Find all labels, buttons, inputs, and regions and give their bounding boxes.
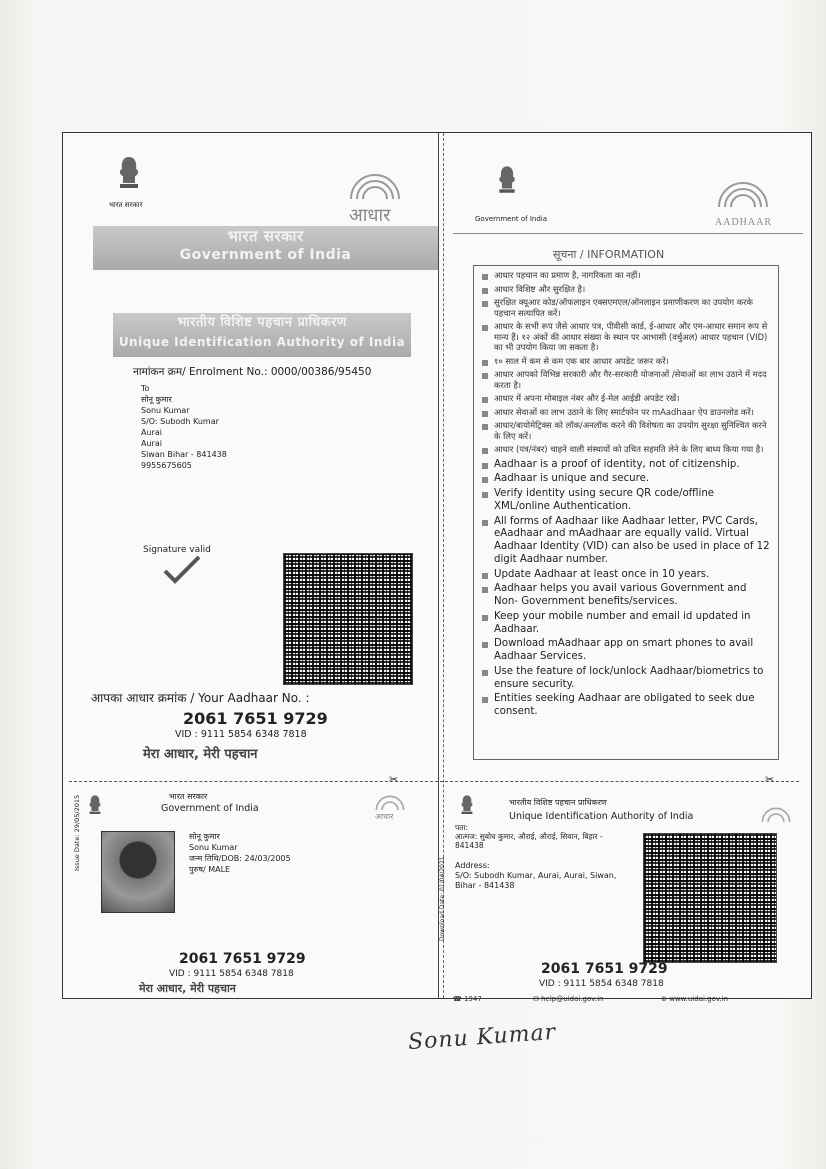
website-url: www.uidai.gov.in	[669, 995, 729, 1003]
aadhaar-number: 2061 7651 9729	[183, 709, 328, 728]
aadhaar-sun-logo-icon	[345, 169, 405, 203]
national-emblem-icon	[113, 153, 145, 193]
address-line: S/O: Subodh Kumar	[141, 417, 219, 426]
address-line: Aurai	[141, 439, 162, 448]
card-holder-details	[189, 831, 291, 875]
card-logo-text: आधार	[375, 812, 394, 821]
phone-icon: ☎	[453, 995, 462, 1003]
card-uidai-hindi: भारतीय विशिष्ट पहचान प्राधिकरण	[509, 798, 607, 807]
list-item: Aadhaar helps you avail various Government and Non- Government benefits/services.	[480, 583, 772, 609]
information-box	[473, 265, 779, 760]
list-item: Keep your mobile number and email id updated in Aadhaar.	[480, 611, 772, 637]
address-line: सोनू कुमार	[141, 395, 172, 404]
scissors-icon: ✂	[389, 773, 399, 786]
aadhaar-card-front	[73, 791, 425, 995]
uidai-banner	[113, 313, 411, 357]
hindi-points	[480, 270, 772, 455]
gender: पुरुष/ MALE	[189, 865, 231, 874]
signature-status: Signature valid	[143, 545, 211, 555]
mobile-number: 9955675605	[141, 461, 192, 470]
card-uidai-english: Unique Identification Authority of India	[509, 811, 694, 822]
govt-english: Government of India	[179, 247, 352, 263]
card-vid: VID : 9111 5854 6348 7818	[539, 979, 664, 989]
address-line: Aurai	[141, 428, 162, 437]
card-govt-hindi: भारत सरकार	[169, 792, 208, 801]
uidai-english: Unique Identification Authority of India	[118, 335, 406, 349]
list-item: आधार (पत्र/नंबर) चाहने वाली संस्थायों को उचित सहमति लेने के लिए बाध्य किया गया है।	[480, 444, 772, 455]
list-item: Use the feature of lock/unlock Aadhaar/biometrics to ensure security.	[480, 666, 772, 692]
list-item: Update Aadhaar at least once in 10 years.	[480, 569, 772, 582]
list-item: आधार के सभी रूप जैसे आधार पत्र, पीवीसी कार्ड, ई-आधार और एम-आधार समान रूप से मान्य हैं। १२ अंकों की आधार संख्या के स्थान पर आभासी (वर्चुअल) आधार पहचान (VID) का भी उपयोग किया जा सकता है।	[480, 321, 772, 353]
card-govt-english: Government of India	[161, 803, 259, 814]
list-item: आधार सेवाओं का लाभ उठाने के लिए स्मार्टफोन पर mAadhaar ऐप डाउनलोड करें।	[480, 407, 772, 418]
enrolment-number: नामांकन क्रम/ Enrolment No.: 0000/00386/95450	[133, 366, 372, 378]
address-hindi-label: पता:	[455, 823, 469, 832]
national-emblem-icon	[85, 793, 105, 817]
name-hindi: सोनू कुमार	[189, 832, 220, 841]
aadhaar-sun-logo-icon	[759, 805, 793, 823]
aadhaar-logo-text: आधार	[349, 205, 391, 225]
aadhaar-letter	[62, 132, 812, 1003]
card-slogan: मेरा आधार, मेरी पहचान	[139, 982, 236, 995]
list-item: Aadhaar is unique and secure.	[480, 473, 772, 486]
horizontal-cut-line	[69, 781, 799, 782]
government-banner	[93, 226, 438, 270]
helpline	[453, 995, 482, 1003]
mail-icon: ✉	[533, 995, 539, 1003]
address-line: Siwan Bihar - 841438	[141, 450, 227, 459]
card-address-english	[455, 861, 629, 891]
address-label: Address:	[455, 861, 490, 870]
download-date: Download Date: 01/04/2021	[439, 856, 446, 941]
scissors-icon: ✂	[765, 773, 775, 786]
slogan: मेरा आधार, मेरी पहचान	[143, 747, 258, 762]
your-aadhaar-label: आपका आधार क्रमांक / Your Aadhaar No. :	[91, 691, 310, 705]
email-contact	[533, 995, 603, 1003]
list-item: Aadhaar is a proof of identity, not of citizenship.	[480, 459, 772, 472]
emblem-caption: Government of India	[475, 215, 548, 223]
card-address-hindi	[455, 823, 625, 850]
list-item: आधार आपको विभिन्न सरकारी और गैर-सरकारी योजनाओं /सेवाओं का लाभ उठाने में मदद करता है।	[480, 369, 772, 390]
aadhaar-sun-logo-icon	[713, 177, 773, 211]
uidai-logo-icon	[457, 793, 477, 817]
list-item: आधार विशिष्ट और सुरक्षित है।	[480, 284, 772, 295]
recipient-address	[141, 383, 227, 471]
aadhaar-sun-logo-icon	[373, 793, 407, 811]
aadhaar-logo-text: AADHAAR	[715, 217, 772, 228]
globe-icon: ⊕	[661, 995, 667, 1003]
issue-date: Issue Date: 29/05/2015	[73, 794, 81, 871]
list-item: सुरक्षित क्यूआर कोड/ऑफलाइन एक्सएमएल/ऑनलाइन प्रमाणीकरण का उपयोग करके पहचान सत्यापित करें।	[480, 297, 772, 318]
address-text: S/O: Subodh Kumar, Aurai, Aurai, Siwan, Bihar - 841438	[455, 871, 617, 890]
helpline-number: 1947	[463, 995, 482, 1003]
info-title: सूचना / INFORMATION	[553, 248, 665, 261]
list-item: आधार/बायोमेट्रिक्स को लॉक/अनलॉक करने की विशेषता का उपयोग सुरक्षा सुनिश्चित करने के लिए करें।	[480, 420, 772, 441]
list-item: All forms of Aadhaar like Aadhaar letter, PVC Cards, eAadhaar and mAadhaar are equally valid. Virtual Aadhaar Identity (VID) can also be used in place of 12 digit Aadhaar number.	[480, 516, 772, 567]
govt-hindi: भारत सरकार	[227, 227, 304, 245]
address-line: Sonu Kumar	[141, 406, 190, 415]
card-qr-code	[643, 833, 777, 963]
list-item: १० साल में कम से कम एक बार आधार अपडेट जरूर करें।	[480, 356, 772, 367]
card-aadhaar-number: 2061 7651 9729	[179, 951, 306, 967]
date-of-birth: जन्म तिथि/DOB: 24/03/2005	[189, 854, 291, 863]
card-vid: VID : 9111 5854 6348 7818	[169, 969, 294, 979]
to-label: To	[141, 384, 150, 393]
photo	[101, 831, 175, 913]
list-item: Entities seeking Aadhaar are obligated to seek due consent.	[480, 693, 772, 719]
uidai-hindi: भारतीय विशिष्ट पहचान प्राधिकरण	[177, 315, 347, 330]
handwritten-signature: Sonu Kumar	[407, 1019, 557, 1056]
aadhaar-card-back	[439, 791, 805, 1003]
list-item: आधार में अपना मोबाइल नंबर और ई-मेल आईडी अपडेट रखें।	[480, 393, 772, 404]
checkmark-icon	[161, 555, 203, 585]
holder-name: Sonu Kumar	[189, 843, 238, 852]
qr-code	[283, 553, 413, 685]
national-emblem-icon	[493, 163, 521, 197]
vid-number: VID : 9111 5854 6348 7818	[175, 729, 307, 740]
list-item: Verify identity using secure QR code/offline XML/online Authentication.	[480, 488, 772, 514]
address-hindi-text: आत्मज: सुबोध कुमार, औराई, औराई, सिवान, बिहार - 841438	[455, 832, 603, 850]
english-points	[480, 459, 772, 719]
emblem-caption: भारत सरकार	[109, 201, 143, 209]
website-contact	[661, 995, 728, 1003]
card-aadhaar-number: 2061 7651 9729	[541, 961, 668, 977]
email-address: help@uidai.gov.in	[541, 995, 604, 1003]
list-item: Download mAadhaar app on smart phones to avail Aadhaar Services.	[480, 638, 772, 664]
header-rule	[453, 233, 803, 234]
list-item: आधार पहचान का प्रमाण है, नागरिकता का नहीं।	[480, 270, 772, 281]
